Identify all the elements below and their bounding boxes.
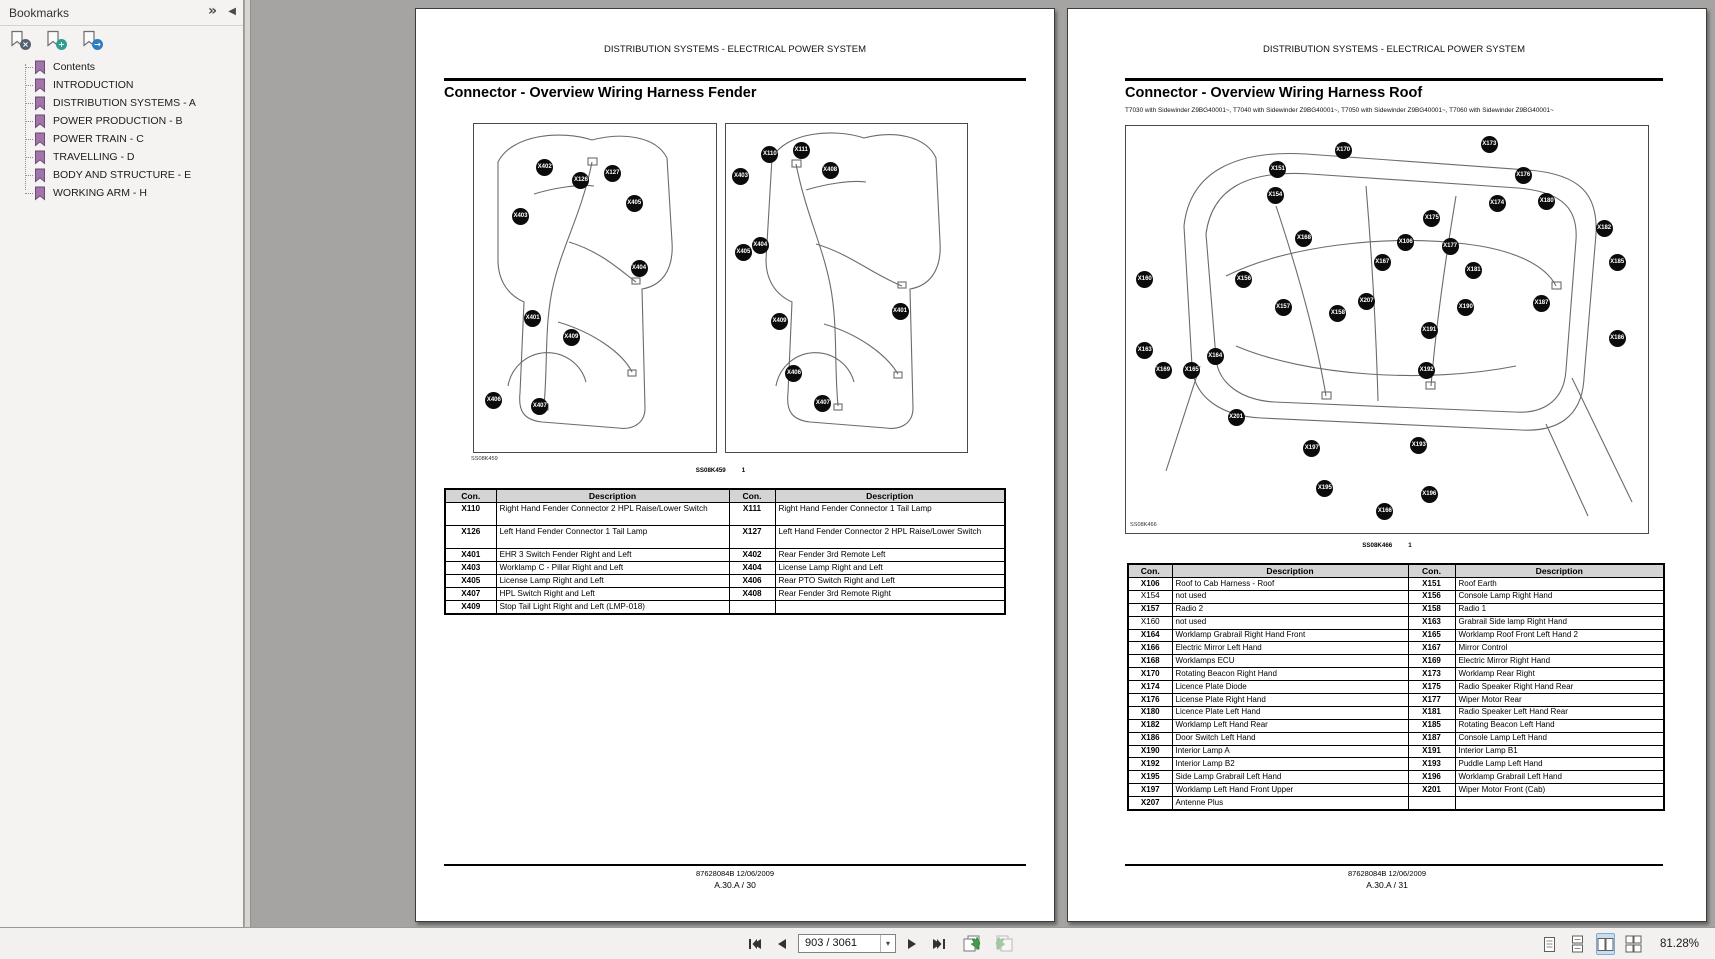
connector-description-cell: Licence Plate Left Hand [1172,706,1408,719]
two-page-continuous-view-icon[interactable] [1624,933,1643,955]
table-row [1128,784,1664,797]
connector-id-cell: X181 [1408,706,1455,719]
zoom-level[interactable]: 81.28% [1660,938,1700,950]
delete-bookmark-icon-badge: × [20,39,31,50]
connector-id-cell: X170 [1128,668,1172,681]
table-row [1128,603,1664,616]
column-header: Con. [445,489,496,503]
connector-id-cell: X174 [1128,681,1172,694]
connector-id-cell: X403 [445,562,496,575]
bookmark-flag-icon [34,150,46,165]
table-row [1128,758,1664,771]
connector-id-cell: X201 [1408,784,1455,797]
connector-id-cell: X127 [729,526,775,549]
connector-description-cell: License Lamp Right and Left [775,562,1005,575]
connector-description-cell: Left Hand Fender Connector 2 HPL Raise/Lower Switch [775,526,1005,549]
connector-id-cell: X173 [1408,668,1455,681]
bookmark-item-body-and-structure-e[interactable] [0,166,243,184]
table-row [445,549,1005,562]
bookmark-item-label: POWER PRODUCTION - B [53,115,183,127]
connector-description-cell: not used [1172,616,1408,629]
connector-id-cell: X166 [1128,642,1172,655]
connector-description-cell: Licence Plate Diode [1172,681,1408,694]
table-row [445,601,1005,614]
connector-callout-x403: X403 [732,168,749,185]
panel-collapse-icon[interactable]: ◀ [228,6,236,17]
page-number-value: 903 / 3061 [805,937,857,949]
table-row [1128,745,1664,758]
previous-view-icon[interactable] [960,934,984,953]
connector-callout-x110: X110 [761,146,778,163]
figure-caption-number: 1 [1408,542,1412,549]
connector-id-cell: X177 [1408,694,1455,707]
connector-description-cell: Mirror Control [1455,642,1664,655]
table-row [1128,590,1664,603]
connector-callout-x175: X175 [1423,210,1440,227]
connector-callout-x170: X170 [1335,142,1352,159]
figure-caption [1125,542,1649,549]
page-title: Connector - Overview Wiring Harness Roof [1125,85,1423,101]
first-page-button[interactable] [744,934,766,953]
connector-id-cell: X187 [1408,732,1455,745]
bookmark-item-label: INTRODUCTION [53,79,134,91]
connector-callout-x182: X182 [1596,220,1613,237]
connector-id-cell: X160 [1128,616,1172,629]
connector-table-fender [444,488,1006,615]
table-row [445,575,1005,588]
connector-id-cell: X195 [1128,771,1172,784]
connector-id-cell: X157 [1128,603,1172,616]
table-row [1128,797,1664,810]
bookmark-flag-icon [34,60,46,75]
table-row [1128,616,1664,629]
column-header: Description [1172,564,1408,578]
connector-description-cell: Radio 1 [1455,603,1664,616]
fender-diagram-left [473,123,717,453]
page-subtitle: T7030 with Sidewinder Z9BG40001~, T7040 with Sidewinder Z9BG40001~, T7050 with Sidewinder Z9BG40001~, T7060 with Sidewinder Z9BG40001~ [1125,107,1554,114]
pdf-page-left [415,8,1055,922]
connector-id-cell: X406 [729,575,775,588]
connector-description-cell: Electric Mirror Left Hand [1172,642,1408,655]
connector-id-cell: X106 [1128,578,1172,591]
title-rule [1125,78,1663,81]
connector-callout-x401: X401 [524,310,541,327]
connector-description-cell: Rear PTO Switch Right and Left [775,575,1005,588]
page-navigation [744,934,950,953]
table-row [1128,655,1664,668]
figure-caption-label: SS08K459 [695,467,726,474]
connector-description-cell: Stop Tail Light Right and Left (LMP-018) [496,601,729,614]
connector-callout-x207: X207 [1358,293,1375,310]
new-bookmark-icon[interactable] [46,30,66,50]
connector-id-cell: X156 [1408,590,1455,603]
two-page-view-icon[interactable] [1596,933,1615,955]
connector-id-cell: X405 [445,575,496,588]
connector-description-cell: Right Hand Fender Connector 2 HPL Raise/Lower Switch [496,503,729,526]
table-row [1128,681,1664,694]
connector-description-cell: Wiper Motor Rear [1455,694,1664,707]
connector-id-cell: X126 [445,526,496,549]
continuous-view-icon[interactable] [1568,933,1587,955]
connector-callout-x168: X168 [1295,230,1312,247]
bookmark-item-label: BODY AND STRUCTURE - E [53,169,192,181]
connector-callout-x151: X151 [1269,161,1286,178]
next-page-button[interactable] [901,934,923,953]
connector-description-cell: Console Lamp Left Hand [1455,732,1664,745]
connector-id-cell [729,601,775,614]
connector-callout-x106: X106 [1397,234,1414,251]
connector-id-cell: X407 [445,588,496,601]
panel-splitter[interactable] [245,0,251,927]
connector-description-cell: Worklamp Left Hand Rear [1172,719,1408,732]
table-row [1128,578,1664,591]
column-header: Con. [1128,564,1172,578]
footer-page-number: A.30.A / 31 [1366,880,1408,890]
connector-description-cell: Wiper Motor Front (Cab) [1455,784,1664,797]
footer-doc-number: 87628084B 12/06/2009 [696,869,774,878]
figure-label: SS08K466 [1130,522,1157,528]
title-rule [444,78,1026,81]
connector-table-roof [1127,563,1665,811]
single-page-view-icon[interactable] [1540,933,1559,955]
figure-caption [473,467,968,474]
connector-id-cell: X193 [1408,758,1455,771]
roof-diagram [1125,125,1649,534]
fender-diagram-right [725,123,968,453]
connector-id-cell: X182 [1128,719,1172,732]
connector-id-cell: X190 [1128,745,1172,758]
connector-id-cell: X175 [1408,681,1455,694]
connector-id-cell: X401 [445,549,496,562]
connector-description-cell: Worklamp Roof Front Left Hand 2 [1455,629,1664,642]
connector-callout-x163: X163 [1136,342,1153,359]
table-row [445,588,1005,601]
connector-callout-x408: X408 [822,162,839,179]
connector-callout-x407: X407 [531,398,548,415]
column-header: Con. [1408,564,1455,578]
new-bookmark-icon-badge: + [56,39,67,50]
table-row [1128,719,1664,732]
connector-callout-x191: X191 [1421,322,1438,339]
connector-id-cell: X197 [1128,784,1172,797]
bookmark-item-travelling-d[interactable] [0,148,243,166]
table-row [445,562,1005,575]
table-row [1128,771,1664,784]
connector-callout-x406: X406 [485,392,502,409]
bookmark-flag-icon [34,78,46,93]
connector-id-cell: X404 [729,562,775,575]
connector-description-cell: Right Hand Fender Connector 1 Tail Lamp [775,503,1005,526]
last-page-button[interactable] [928,934,950,953]
connector-callout-x164: X164 [1207,348,1224,365]
column-header: Description [775,489,1005,503]
bookmark-flag-icon [34,132,46,147]
connector-callout-x403: X403 [512,208,529,225]
connector-callout-x156: X156 [1235,271,1252,288]
connector-callout-x404: X404 [631,260,648,277]
connector-callout-x173: X173 [1481,136,1498,153]
connector-description-cell: Rotating Beacon Left Hand [1455,719,1664,732]
page-header: DISTRIBUTION SYSTEMS - ELECTRICAL POWER SYSTEM [1263,44,1525,55]
connector-id-cell: X111 [729,503,775,526]
connector-callout-x126: X126 [572,172,589,189]
connector-callout-x409: X409 [563,329,580,346]
column-header: Description [496,489,729,503]
connector-id-cell: X409 [445,601,496,614]
connector-description-cell: Worklamp Grabrail Left Hand [1455,771,1664,784]
bookmark-flag-icon [34,96,46,111]
connector-callout-x167: X167 [1374,254,1391,271]
connector-callout-x111: X111 [793,142,810,159]
connector-id-cell: X165 [1408,629,1455,642]
connector-description-cell: Puddle Lamp Left Hand [1455,758,1664,771]
connector-callout-x193: X193 [1410,437,1427,454]
connector-id-cell: X402 [729,549,775,562]
connector-id-cell: X196 [1408,771,1455,784]
footer-page-number: A.30.A / 30 [714,880,756,890]
connector-description-cell: Worklamp Rear Right [1455,668,1664,681]
connector-id-cell: X180 [1128,706,1172,719]
footer-rule [1125,864,1663,866]
page-header: DISTRIBUTION SYSTEMS - ELECTRICAL POWER SYSTEM [604,44,866,55]
connector-callout-x405: X405 [735,244,752,261]
table-row [1128,706,1664,719]
figure-label: SS08K459 [471,456,498,462]
table-row [1128,642,1664,655]
bookmark-flag-icon [34,186,46,201]
bookmark-item-power-production-b[interactable] [0,112,243,130]
bookmark-item-label: Contents [53,61,96,73]
page-number-input[interactable] [798,934,896,953]
connector-description-cell [1455,797,1664,810]
connector-callout-x166: X166 [1376,503,1393,520]
figure-caption-number: 1 [741,467,746,474]
connector-callout-x185: X185 [1609,254,1626,271]
fender-sketch [726,124,967,452]
connector-description-cell: Interior Lamp B1 [1455,745,1664,758]
connector-callout-x401: X401 [892,303,909,320]
roof-sketch [1126,126,1648,533]
connector-id-cell: X163 [1408,616,1455,629]
view-history [960,934,1016,953]
connector-callout-x407: X407 [814,395,831,412]
connector-callout-x196: X196 [1421,486,1438,503]
bookmarks-tree [0,52,243,202]
column-header: Con. [729,489,775,503]
previous-page-button[interactable] [771,934,793,953]
bookmark-item-label: WORKING ARM - H [53,187,147,199]
connector-description-cell: Radio 2 [1172,603,1408,616]
connector-callout-x160: X160 [1136,271,1153,288]
connector-callout-x177: X177 [1442,238,1459,255]
connector-id-cell: X110 [445,503,496,526]
delete-bookmark-icon[interactable] [10,30,30,50]
connector-callout-x157: X157 [1275,299,1292,316]
connector-id-cell: X167 [1408,642,1455,655]
connector-description-cell: Electric Mirror Right Hand [1455,655,1664,668]
connector-id-cell [1408,797,1455,810]
connector-callout-x409: X409 [771,313,788,330]
page-layout-controls [1540,933,1643,955]
column-header: Description [1455,564,1664,578]
bookmark-item-working-arm-h[interactable] [0,184,243,202]
connector-callout-x186: X186 [1609,330,1626,347]
connector-id-cell: X185 [1408,719,1455,732]
connector-callout-x165: X165 [1183,362,1200,379]
page-dropdown-caret-icon[interactable]: ▾ [880,935,895,952]
table-row [1128,694,1664,707]
connector-description-cell: HPL Switch Right and Left [496,588,729,601]
connector-description-cell: License Lamp Right and Left [496,575,729,588]
connector-description-cell: Rear Fender 3rd Remote Left [775,549,1005,562]
connector-description-cell [775,601,1005,614]
connector-description-cell: Left Hand Fender Connector 1 Tail Lamp [496,526,729,549]
connector-id-cell: X191 [1408,745,1455,758]
table-header-row [1128,564,1664,578]
connector-callout-x187: X187 [1533,295,1550,312]
connector-id-cell: X164 [1128,629,1172,642]
connector-description-cell: Side Lamp Grabrail Left Hand [1172,771,1408,784]
connector-description-cell: License Plate Right Hand [1172,694,1408,707]
connector-description-cell: Worklamp Grabrail Right Hand Front [1172,629,1408,642]
bookmark-item-power-train-c[interactable] [0,130,243,148]
goto-bookmark-icon[interactable] [82,30,102,50]
connector-id-cell: X154 [1128,590,1172,603]
pdf-page-right [1067,8,1707,922]
connector-callout-x158: X158 [1329,305,1346,322]
viewer-toolbar [0,927,1715,959]
table-row [1128,629,1664,642]
connector-callout-x174: X174 [1489,195,1506,212]
connector-id-cell: X151 [1408,578,1455,591]
connector-description-cell: Interior Lamp A [1172,745,1408,758]
table-header-row [445,489,1005,503]
connector-callout-x405: X405 [626,195,643,212]
connector-callout-x402: X402 [536,159,553,176]
connector-id-cell: X169 [1408,655,1455,668]
connector-callout-x190: X190 [1457,299,1474,316]
bookmark-item-distribution-systems-a[interactable] [0,94,243,112]
bookmarks-toolbar [0,26,243,52]
connector-description-cell: Antenne Plus [1172,797,1408,810]
bookmark-item-label: DISTRIBUTION SYSTEMS - A [53,97,196,109]
bookmarks-panel-titlebar [0,0,243,26]
connector-description-cell: Grabrail Side lamp Right Hand [1455,616,1664,629]
footer-doc-number: 87628084B 12/06/2009 [1348,869,1426,878]
connector-callout-x192: X192 [1418,362,1435,379]
connector-description-cell: Door Switch Left Hand [1172,732,1408,745]
connector-description-cell: Worklamp Left Hand Front Upper [1172,784,1408,797]
connector-id-cell: X192 [1128,758,1172,771]
panel-options-icon[interactable]: » [207,3,217,19]
connector-description-cell: Console Lamp Right Hand [1455,590,1664,603]
table-row [445,503,1005,526]
fender-sketch [474,124,716,452]
table-row [1128,732,1664,745]
goto-bookmark-icon-badge: → [92,39,103,50]
connector-callout-x201: X201 [1228,409,1245,426]
figure-caption-label: SS08K466 [1362,542,1393,549]
connector-callout-x180: X180 [1538,193,1555,210]
connector-id-cell: X408 [729,588,775,601]
connector-id-cell: X176 [1128,694,1172,707]
footer-rule [444,864,1026,866]
connector-id-cell: X168 [1128,655,1172,668]
connector-callout-x406: X406 [785,365,802,382]
connector-callout-x154: X154 [1267,187,1284,204]
connector-callout-x127: X127 [604,165,621,182]
bookmark-item-contents[interactable] [0,58,243,76]
connector-callout-x404: X404 [752,237,769,254]
connector-callout-x197: X197 [1303,440,1320,457]
bookmarks-panel [0,0,244,927]
connector-description-cell: Worklamps ECU [1172,655,1408,668]
connector-description-cell: Radio Speaker Right Hand Rear [1455,681,1664,694]
bookmark-flag-icon [34,114,46,129]
connector-id-cell: X207 [1128,797,1172,810]
bookmark-flag-icon [34,168,46,183]
connector-id-cell: X158 [1408,603,1455,616]
connector-description-cell: Rear Fender 3rd Remote Right [775,588,1005,601]
table-row [445,526,1005,549]
connector-callout-x169: X169 [1155,362,1172,379]
connector-description-cell: EHR 3 Switch Fender Right and Left [496,549,729,562]
bookmark-item-label: TRAVELLING - D [53,151,135,163]
connector-description-cell: not used [1172,590,1408,603]
connector-id-cell: X186 [1128,732,1172,745]
next-view-icon[interactable] [992,934,1016,953]
connector-description-cell: Roof to Cab Harness - Roof [1172,578,1408,591]
bookmark-item-label: POWER TRAIN - C [53,133,144,145]
bookmark-item-introduction[interactable] [0,76,243,94]
connector-callout-x195: X195 [1316,480,1333,497]
connector-description-cell: Rotating Beacon Right Hand [1172,668,1408,681]
connector-description-cell: Interior Lamp B2 [1172,758,1408,771]
connector-description-cell: Worklamp C - Pillar Right and Left [496,562,729,575]
connector-callout-x181: X181 [1465,262,1482,279]
table-row [1128,668,1664,681]
bookmarks-panel-title: Bookmarks [9,6,70,20]
connector-callout-x176: X176 [1515,167,1532,184]
connector-description-cell: Radio Speaker Left Hand Rear [1455,706,1664,719]
connector-description-cell: Roof Earth [1455,578,1664,591]
page-title: Connector - Overview Wiring Harness Fender [444,85,757,101]
